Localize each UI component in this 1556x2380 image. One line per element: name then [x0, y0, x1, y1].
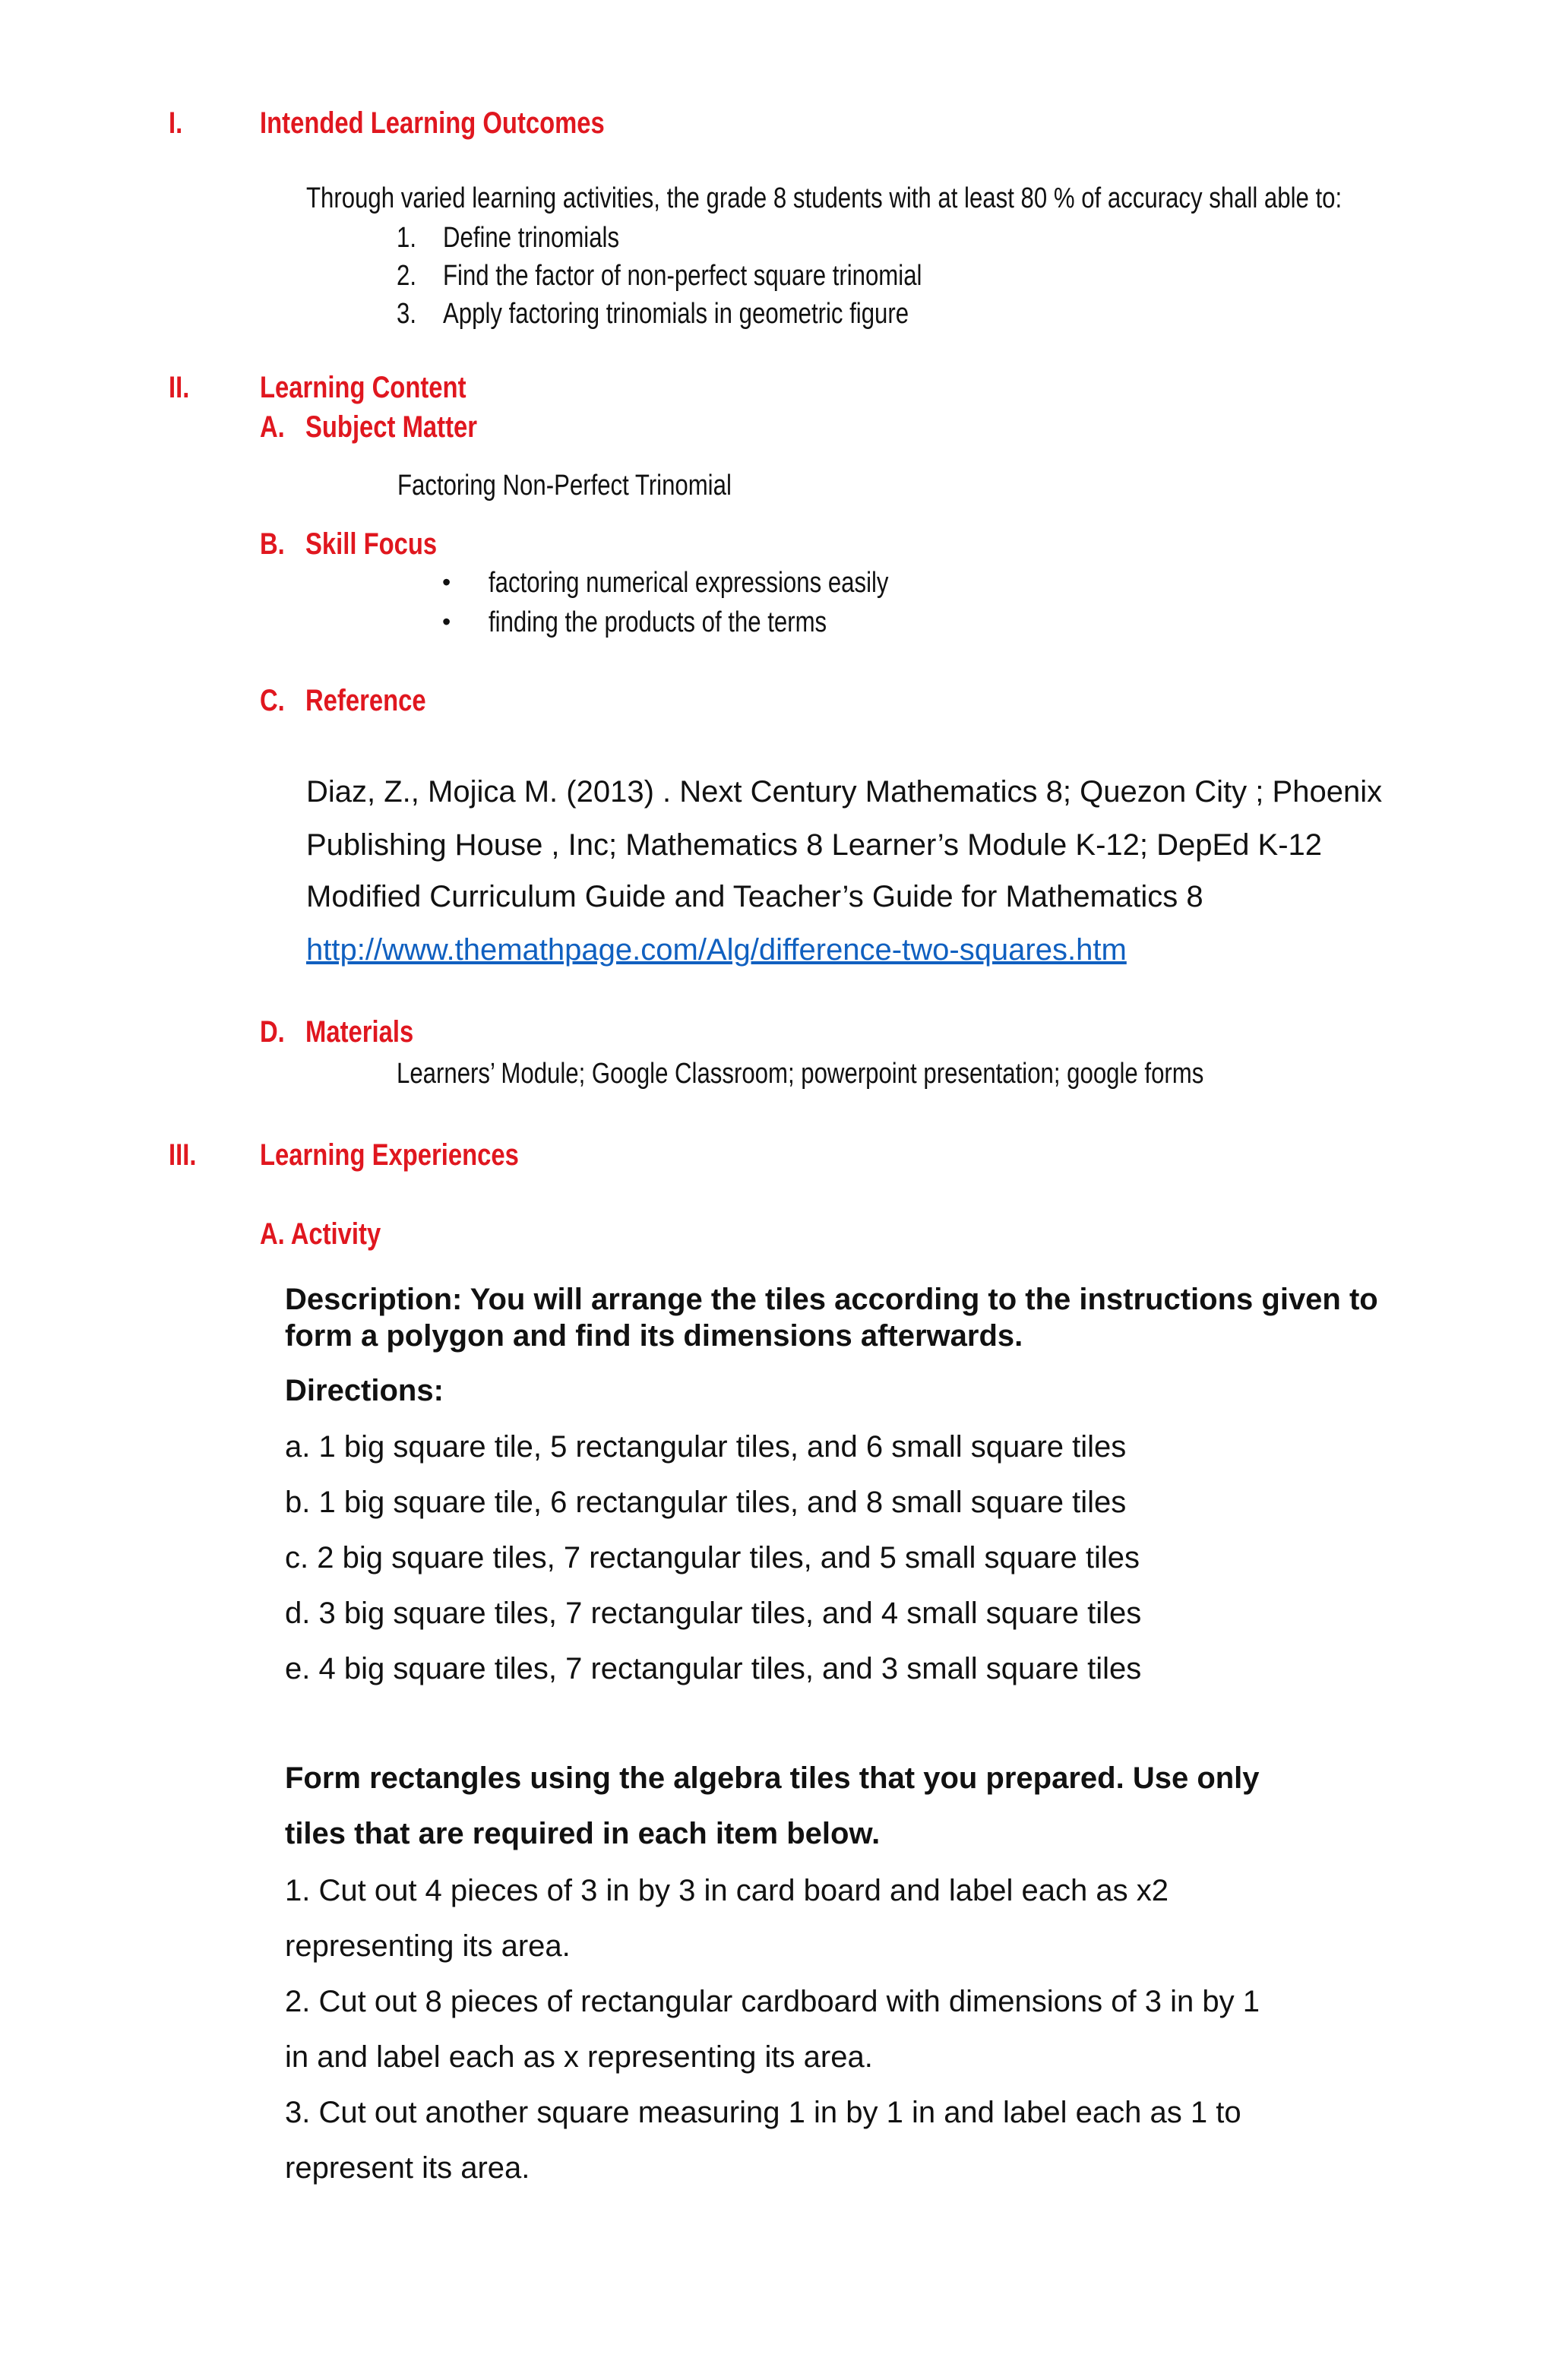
step-line: represent its area. [285, 2151, 530, 2185]
direction-item: d. 3 big square tiles, 7 rectangular tiles, and 4 small square tiles [285, 1597, 1142, 1630]
subsection-title: Reference [305, 684, 426, 717]
subsection-label: B. [260, 527, 285, 561]
step-line: in and label each as x representing its area. [285, 2040, 873, 2074]
description-line: form a polygon and find its dimensions afterwards. [285, 1319, 1023, 1353]
reference-line: Publishing House , Inc; Mathematics 8 Learner’s Module K-12; DepEd K-12 [306, 828, 1323, 862]
subsection-label: A. [260, 410, 285, 444]
direction-item: c. 2 big square tiles, 7 rectangular tiles, and 5 small square tiles [285, 1541, 1140, 1575]
skill-item: factoring numerical expressions easily [489, 567, 889, 599]
subsection-title: Materials [305, 1015, 414, 1049]
skill-item: finding the products of the terms [489, 606, 827, 638]
outcomes-intro: Through varied learning activities, the grade 8 students with at least 80 % of accuracy shall able to: [306, 182, 1343, 214]
subsection-title: Subject Matter [305, 410, 477, 444]
direction-item: b. 1 big square tile, 6 rectangular tiles, and 8 small square tiles [285, 1486, 1127, 1519]
form-instruction-line: Form rectangles using the algebra tiles that you prepared. Use only [285, 1761, 1260, 1795]
form-instruction-line: tiles that are required in each item below. [285, 1817, 881, 1850]
outcome-item: Define trinomials [443, 222, 620, 254]
activity-title: A. Activity [260, 1217, 381, 1251]
section-number: I. [169, 106, 183, 140]
outcome-number: 3. [397, 298, 416, 330]
subsection-label: D. [260, 1015, 285, 1049]
subsection-label: C. [260, 684, 285, 717]
reference-line: Diaz, Z., Mojica M. (2013) . Next Century Mathematics 8; Quezon City ; Phoenix [306, 775, 1383, 809]
subsection-title: Skill Focus [305, 527, 438, 561]
step-line: 3. Cut out another square measuring 1 in by 1 in and label each as 1 to [285, 2096, 1241, 2129]
step-line: 2. Cut out 8 pieces of rectangular cardboard with dimensions of 3 in by 1 [285, 1985, 1260, 2018]
section-number: II. [169, 371, 190, 404]
reference-link[interactable]: http://www.themathpage.com/Alg/difference-two-squares.htm [306, 933, 1127, 967]
outcome-item: Apply factoring trinomials in geometric figure [443, 298, 909, 330]
section-number: III. [169, 1138, 197, 1172]
reference-line: Modified Curriculum Guide and Teacher’s Guide for Mathematics 8 [306, 880, 1203, 913]
direction-item: e. 4 big square tiles, 7 rectangular tiles, and 3 small square tiles [285, 1652, 1142, 1685]
materials-text: Learners’ Module; Google Classroom; powerpoint presentation; google forms [397, 1058, 1204, 1090]
directions-label: Directions: [285, 1374, 444, 1407]
section-title: Learning Content [260, 371, 466, 404]
section-title: Learning Experiences [260, 1138, 519, 1172]
bullet-icon: • [442, 568, 451, 596]
direction-item: a. 1 big square tile, 5 rectangular tiles, and 6 small square tiles [285, 1430, 1127, 1464]
bullet-icon: • [442, 608, 451, 635]
step-line: representing its area. [285, 1929, 571, 1963]
section-title: Intended Learning Outcomes [260, 106, 605, 140]
outcome-item: Find the factor of non-perfect square trinomial [443, 260, 922, 292]
outcome-number: 1. [397, 222, 416, 254]
step-line: 1. Cut out 4 pieces of 3 in by 3 in card board and label each as x2 [285, 1874, 1169, 1907]
outcome-number: 2. [397, 260, 416, 292]
description-line: Description: You will arrange the tiles according to the instructions given to [285, 1283, 1378, 1316]
subject-matter-text: Factoring Non-Perfect Trinomial [397, 470, 732, 502]
